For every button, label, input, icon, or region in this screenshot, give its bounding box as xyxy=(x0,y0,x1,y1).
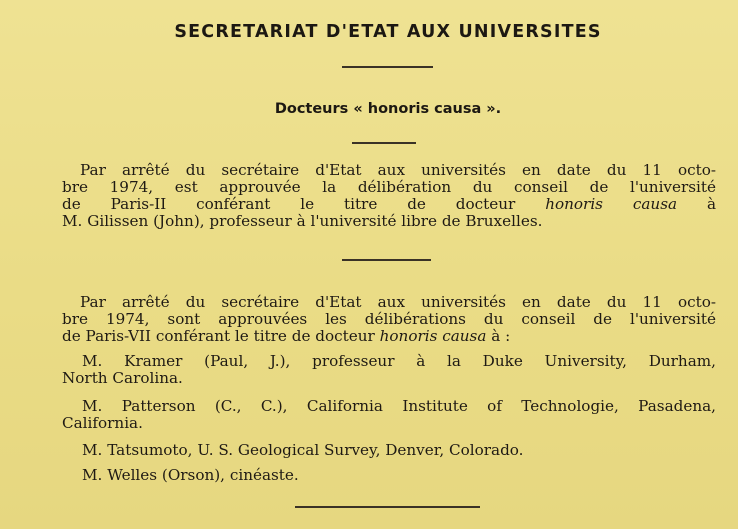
paragraph-text: à xyxy=(677,195,717,213)
paragraph-paris-vii xyxy=(62,294,716,345)
honoree-tatsumoto xyxy=(62,442,716,459)
honoree-welles xyxy=(62,467,716,484)
honoree-line: M. Patterson (C., C.), California Institute of Technologie, Pasadena, xyxy=(82,397,716,415)
honoree-kramer xyxy=(62,353,716,387)
honoree-line: M. Kramer (Paul, J.), professeur à la Duke University, Durham, xyxy=(82,352,716,370)
paragraph-text: à : xyxy=(486,327,511,345)
paragraph-line xyxy=(62,328,716,345)
paragraph-line: Par arrêté du secrétaire d'Etat aux universités en date du 11 octo- xyxy=(80,161,716,179)
paragraph-line xyxy=(62,196,716,213)
divider-rule xyxy=(352,142,416,144)
italic-phrase: honoris causa xyxy=(379,327,487,345)
honoree-line: M. Welles (Orson), cinéaste. xyxy=(82,466,299,484)
paragraph-line: bre 1974, est approuvée la délibération du conseil de l'université xyxy=(62,178,716,196)
divider-rule xyxy=(342,259,431,261)
paragraph-gilissen xyxy=(62,162,716,230)
subsection-heading: Docteurs « honoris causa ». xyxy=(274,101,502,117)
paragraph-text: de Paris-II conférant le titre de docteur xyxy=(62,195,546,213)
italic-phrase: honoris causa xyxy=(545,195,678,213)
honoree-line: California. xyxy=(62,414,143,432)
honoree-line: M. Tatsumoto, U. S. Geological Survey, Denver, Colorado. xyxy=(82,441,524,459)
divider-rule xyxy=(295,506,480,508)
paragraph-line: M. Gilissen (John), professeur à l'université libre de Bruxelles. xyxy=(62,212,543,230)
paragraph-text: de Paris-VII conférant le titre de docteur xyxy=(62,327,380,345)
divider-rule xyxy=(342,66,433,68)
section-heading: SECRETARIAT D'ETAT AUX UNIVERSITES xyxy=(174,22,602,42)
honoree-line: North Carolina. xyxy=(62,369,183,387)
paragraph-line: Par arrêté du secrétaire d'Etat aux universités en date du 11 octo- xyxy=(80,293,716,311)
paragraph-line: bre 1974, sont approuvées les délibérations du conseil de l'université xyxy=(62,310,716,328)
honoree-patterson xyxy=(62,398,716,432)
